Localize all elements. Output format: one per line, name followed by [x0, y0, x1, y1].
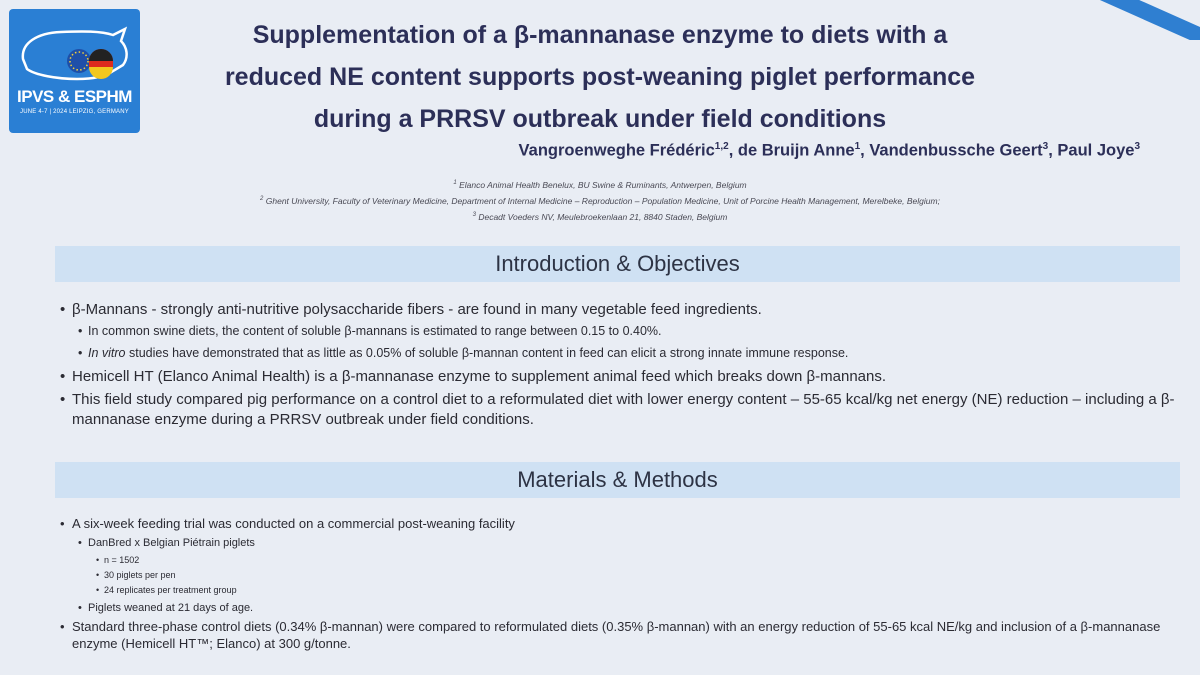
subbullet-text: studies have demonstrated that as little as 0.05% of soluble β-mannan content in feed can elicit a strong innate immune response. [125, 346, 849, 360]
methods-subsubbullet: • 30 piglets per pen [60, 568, 1185, 583]
intro-bullet: • β-Mannans - strongly anti-nutritive polysaccharide fibers - are found in many vegetable feed ingredients. [60, 300, 1185, 320]
author-list [150, 141, 1140, 161]
affiliation-text: Ghent University, Faculty of Veterinary Medicine, Department of Internal Medicine – Reproduction – Population Medicine, Unit of Porcine Health Management, Merelbeke, Belgium; [263, 195, 940, 206]
intro-bullet: • Hemicell HT (Elanco Animal Health) is a β-mannanase enzyme to supplement animal feed which breaks down β-mannans. [60, 367, 1185, 387]
affiliation-text: Decadt Voeders NV, Meulebroekenlaan 21, 8840 Staden, Belgium [475, 211, 728, 222]
author-separator: , [1048, 141, 1058, 160]
methods-subbullet: • DanBred x Belgian Piétrain piglets [60, 535, 1185, 551]
author-name: de Bruijn Anne [737, 141, 855, 160]
intro-subbullet: • In common swine diets, the content of soluble β-mannans is estimated to range between 0.15 to 0.40%. [60, 323, 1185, 340]
affiliation-line [100, 176, 1100, 192]
title-line: during a PRRSV outbreak under field conditions [313, 105, 887, 133]
methods-bullet: • A six-week feeding trial was conducted on a commercial post-weaning facility [60, 515, 1185, 532]
author-affiliation-mark: 1 [854, 141, 861, 152]
methods-section-heading: Materials & Methods [55, 462, 1180, 498]
affiliation-line [100, 192, 1100, 208]
intro-subbullet [60, 345, 1185, 362]
methods-subsubbullet: • n = 1502 [60, 553, 1185, 568]
author-separator: , [860, 141, 870, 160]
title-line: reduced NE content supports post-weaning piglet performance [224, 63, 976, 91]
methods-subbullet: • Piglets weaned at 21 days of age. [60, 600, 1185, 616]
affiliation-text: Elanco Animal Health Benelux, BU Swine & Ruminants, Antwerpen, Belgium [456, 179, 747, 190]
pig-emblem-icon [17, 23, 135, 85]
logo-subtitle: JUNE 4-7 | 2024 LEIPZIG, GERMANY [20, 109, 129, 115]
intro-section-heading: Introduction & Objectives [55, 246, 1180, 282]
author-name: Vandenbussche Geert [869, 141, 1043, 160]
author-affiliation-mark: 3 [1042, 141, 1049, 152]
conference-logo [9, 9, 140, 133]
affiliation-number: 1 [453, 180, 457, 186]
intro-bullets [60, 300, 1185, 433]
affiliation-number: 2 [260, 195, 264, 202]
methods-subsubbullet: • 24 replicates per treatment group [60, 583, 1185, 598]
author-name: Paul Joye [1057, 141, 1135, 160]
corner-decoration [1080, 0, 1200, 40]
methods-bullet: • Standard three-phase control diets (0.34% β-mannan) were compared to reformulated diets (0.35% β-mannan) with an energy reduction of 55-65 kcal NE/kg and inclusion of a β-mannanase enzyme (Hemicell HT™; Elanco) at 300 g/tonne. [60, 618, 1185, 652]
italic-term: In vitro [88, 346, 126, 360]
logo-title: IPVS & ESPHM [17, 87, 132, 106]
affiliation-line [100, 208, 1100, 224]
affiliations [100, 176, 1100, 223]
author-separator: , [728, 141, 738, 160]
title-line: Supplementation of a β-mannanase enzyme to diets with a [252, 21, 948, 49]
poster-title [150, 14, 1050, 140]
author-affiliation-mark: 1,2 [714, 141, 729, 152]
affiliation-number: 3 [472, 211, 476, 218]
author-name: Vangroenweghe Frédéric [518, 141, 715, 160]
intro-bullet: • This field study compared pig performance on a control diet to a reformulated diet with lower energy content – 55-65 kcal/kg net energy (NE) reduction – including a β-mannanase enzyme during a PRRSV outbreak under field conditions. [60, 390, 1185, 430]
methods-bullets [60, 515, 1185, 655]
author-affiliation-mark: 3 [1134, 141, 1140, 152]
